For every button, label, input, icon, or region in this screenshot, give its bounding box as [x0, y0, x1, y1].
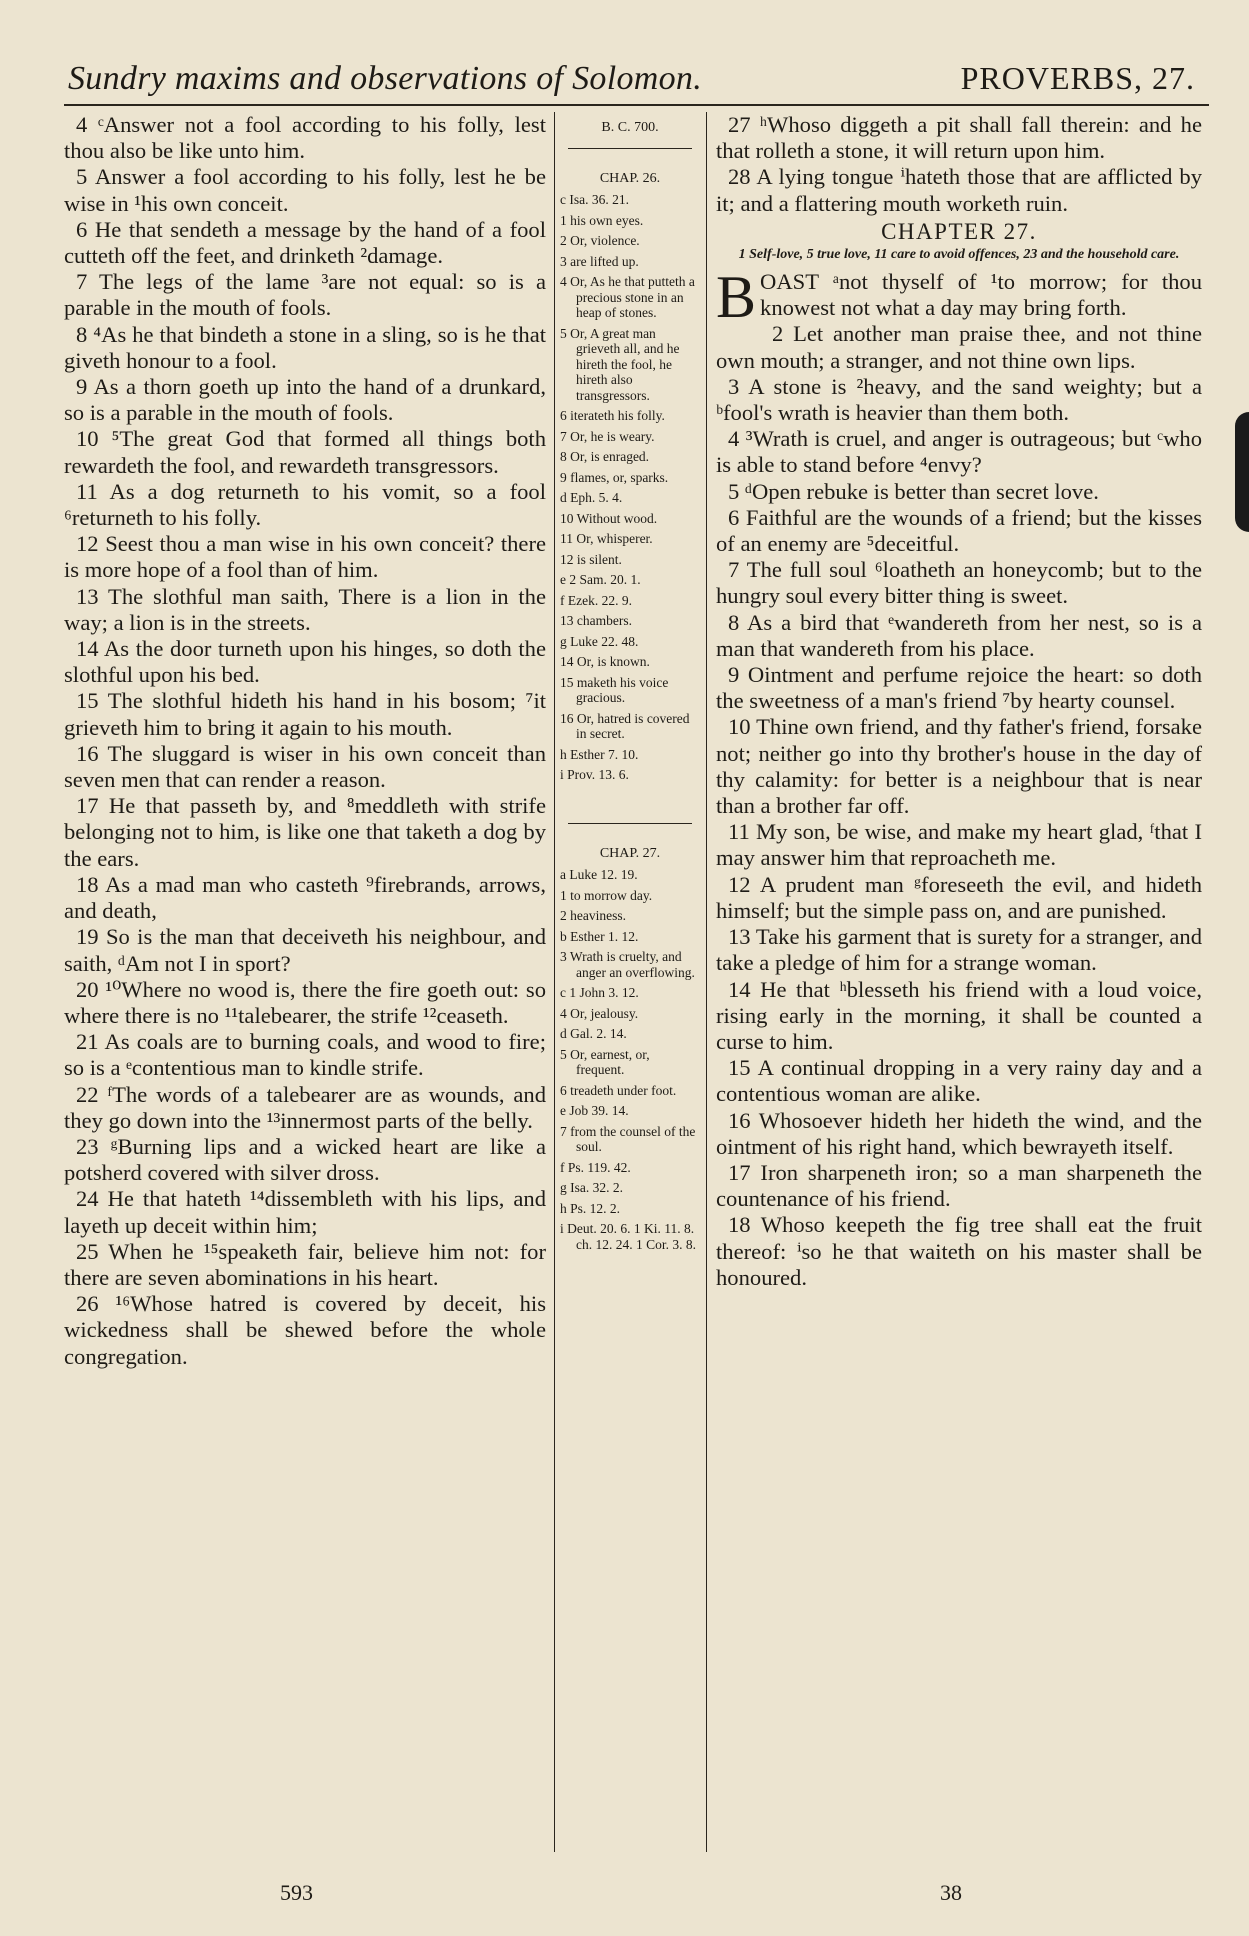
- verse: 6 Faithful are the wounds of a friend; but the kisses of an enemy are ⁵deceitful.: [716, 504, 1202, 557]
- verse: 5 ᵈOpen rebuke is better than secret love.: [728, 478, 1099, 504]
- reference-note: h Ps. 12. 2.: [560, 1200, 621, 1216]
- verse: 19 So is the man that deceiveth his neighbour, and saith, ᵈAm not I in sport?: [64, 924, 546, 976]
- verse: 21 As coals are to burning coals, and wood to fire; so is a ᵉcontentious man to kindle strife.: [64, 1029, 546, 1081]
- column-divider-left: [554, 112, 555, 1852]
- verse: 14 He that ʰblesseth his friend with a loud voice, rising early in the morning, it shall be counted a curse to him.: [716, 976, 1202, 1054]
- verse: OAST ᵃnot thyself of ¹to morrow; for thou knowest not what a day may bring forth.: [760, 269, 1202, 321]
- reference-note: 8 Or, is enraged.: [560, 449, 650, 464]
- verse: 15 A continual dropping in a very rainy day and a contentious woman are alike.: [716, 1055, 1202, 1107]
- reference-note: 2 heaviness.: [560, 908, 626, 923]
- verse: 14 As the door turneth upon his hinges, so doth the slothful upon his bed.: [64, 636, 546, 688]
- verse: 18 As a mad man who casteth ⁹firebrands, arrows, and death,: [64, 871, 546, 924]
- column-divider-right: [706, 112, 707, 1852]
- reference-note: 1 his own eyes.: [560, 212, 644, 228]
- running-title: Sundry maxims and observations of Solomon.: [68, 60, 703, 97]
- header-rule: [64, 104, 1209, 106]
- verse: 10 ⁵The great God that formed all things both rewardeth the fool, and rewardeth transgressors.: [64, 426, 546, 478]
- verse: 28 A lying tongue ⁱhateth those that are afflicted by it; and a flattering mouth worketh ruin.: [716, 164, 1202, 216]
- verse: 8 ⁴As he that bindeth a stone in a sling, so is he that giveth honour to a fool.: [64, 321, 546, 373]
- verse: 16 Whosoever hideth her hideth the wind, and the ointment of his right hand, which bewrayeth itself.: [716, 1107, 1202, 1159]
- reference-note: h Esther 7. 10.: [560, 746, 639, 762]
- reference-note: i Deut. 20. 6. 1 Ki. 11. 8. ch. 12. 24. 1 Cor. 3. 8.: [560, 1221, 696, 1252]
- reference-note: d Gal. 2. 14.: [560, 1026, 627, 1041]
- verse: 12 A prudent man ᵍforeseeth the evil, and hideth himself; but the simple pass on, and are punished.: [716, 871, 1202, 923]
- right-text-column: [716, 112, 1202, 1291]
- reference-note: 13 chambers.: [560, 613, 632, 628]
- reference-note: d Eph. 5. 4.: [560, 490, 623, 505]
- chapter-summary: 1 Self-love, 5 true love, 11 care to avoid offences, 23 and the household care.: [738, 247, 1180, 263]
- verse: 13 The slothful man saith, There is a lion in the way; a lion is in the streets.: [64, 583, 546, 635]
- verse: 7 The full soul ⁶loatheth an honeycomb; but to the hungry soul every bitter thing is sweet.: [716, 557, 1202, 609]
- reference-note: 2 Or, violence.: [560, 233, 640, 248]
- verse: 4 ³Wrath is cruel, and anger is outrageous; but ᶜwho is able to stand before ⁴envy?: [716, 426, 1202, 478]
- reference-note: 10 Without wood.: [560, 510, 658, 526]
- reference-note: 7 Or, he is weary.: [560, 428, 655, 444]
- book-chapter-label: PROVERBS, 27.: [960, 60, 1195, 96]
- verse: 4 ᶜAnswer not a fool according to his folly, lest thou also be like unto him.: [64, 112, 546, 164]
- verse: 24 He that hateth ¹⁴dissembleth with his lips, and layeth up deceit within him;: [64, 1186, 546, 1238]
- left-text-column: [64, 112, 546, 1370]
- chapter-27-ref-label: CHAP. 27.: [599, 845, 661, 861]
- running-header: [62, 60, 1209, 106]
- verse: 23 ᵍBurning lips and a wicked heart are like a potsherd covered with silver dross.: [64, 1133, 546, 1186]
- reference-note: 3 are lifted up.: [560, 253, 639, 269]
- verse: 10 Thine own friend, and thy father's friend, forsake not; neither go into thy brother's house in the day of thy calamity: for better is a neighbour that is near than a brother far off.: [716, 714, 1202, 819]
- verse: 9 Ointment and perfume rejoice the heart: so doth the sweetness of a man's friend ⁷by hearty counsel.: [716, 662, 1202, 714]
- date-label: B. C. 700.: [601, 120, 659, 135]
- verse: 27 ʰWhoso diggeth a pit shall fall therein: and he that rolleth a stone, it will return upon him.: [716, 112, 1202, 164]
- verse: 16 The sluggard is wiser in his own conceit than seven men that can render a reason.: [64, 740, 546, 793]
- drop-cap: B: [716, 264, 757, 331]
- reference-note: 5 Or, earnest, or, frequent.: [560, 1046, 650, 1077]
- reference-note: 6 iterateth his folly.: [560, 408, 665, 423]
- reference-note: a Luke 12. 19.: [560, 867, 638, 882]
- reference-note: b Esther 1. 12.: [560, 928, 639, 944]
- marginal-references: [560, 116, 700, 1257]
- reference-note: g Luke 22. 48.: [560, 633, 639, 649]
- verse: 20 ¹⁰Where no wood is, there the fire goeth out: so where there is no ¹¹talebearer, the strife ¹²ceaseth.: [64, 976, 546, 1028]
- reference-note: 3 Wrath is cruelty, and anger an overflowing.: [560, 949, 695, 980]
- reference-note: c Isa. 36. 21.: [560, 192, 629, 207]
- verse: 2 Let another man praise thee, and not thine own mouth; a stranger, and not thine own lips.: [716, 321, 1202, 373]
- reference-note: g Isa. 32. 2.: [560, 1180, 623, 1195]
- verse: 12 Seest thou a man wise in his own conceit? there is more hope of a fool than of him.: [64, 531, 546, 583]
- reference-note: 4 Or, As he that putteth a precious stone in an heap of stones.: [560, 274, 695, 320]
- reference-note: e Job 39. 14.: [560, 1103, 629, 1118]
- verse: 22 ᶠThe words of a talebearer are as wounds, and they go down into the ¹³innermost parts of the belly.: [64, 1081, 546, 1133]
- reference-rule: [568, 148, 692, 149]
- verse: 13 Take his garment that is surety for a stranger, and take a pledge of him for a strange woman.: [716, 924, 1202, 976]
- verse: 6 He that sendeth a message by the hand of a fool cutteth off the feet, and drinketh ²damage.: [64, 216, 546, 269]
- verse: 11 My son, be wise, and make my heart glad, ᶠthat I may answer him that reproacheth me.: [716, 819, 1202, 871]
- verse: 25 When he ¹⁵speaketh fair, believe him not: for there are seven abominations in his heart.: [64, 1238, 546, 1290]
- reference-note: 6 treadeth under foot.: [560, 1082, 677, 1098]
- verse: 8 As a bird that ᵉwandereth from her nest, so is a man that wandereth from his place.: [716, 609, 1202, 661]
- verse: 5 Answer a fool according to his folly, lest he be wise in ¹his own conceit.: [64, 164, 546, 216]
- chapter-26-ref-label: CHAP. 26.: [599, 170, 661, 186]
- reference-note: 15 maketh his voice gracious.: [560, 674, 669, 705]
- verse: 7 The legs of the lame ³are not equal: so is a parable in the mouth of fools.: [64, 269, 546, 321]
- reference-note: 9 flames, or, sparks.: [560, 469, 669, 485]
- first-verse: [716, 264, 1202, 331]
- reference-note: i Prov. 13. 6.: [560, 767, 629, 782]
- verse: 26 ¹⁶Whose hatred is covered by deceit, his wickedness shall be shewed before the whole congregation.: [64, 1291, 546, 1369]
- thumb-index-tab: [1235, 412, 1249, 532]
- verse: 9 As a thorn goeth up into the hand of a drunkard, so is a parable in the mouth of fools.: [64, 374, 546, 426]
- page-number-right: 38: [940, 1880, 962, 1905]
- reference-note: f Ezek. 22. 9.: [560, 592, 632, 608]
- reference-note: 11 Or, whisperer.: [560, 531, 653, 546]
- reference-note: 16 Or, hatred is covered in secret.: [560, 710, 690, 741]
- reference-note: e 2 Sam. 20. 1.: [560, 572, 641, 587]
- verse: 15 The slothful hideth his hand in his bosom; ⁷it grieveth him to bring it again to his mouth.: [64, 688, 546, 740]
- verse: 17 He that passeth by, and ⁸meddleth with strife belonging not to him, is like one that taketh a dog by the ears.: [64, 793, 546, 871]
- reference-rule: [568, 823, 692, 824]
- page-number-left: 593: [280, 1880, 313, 1905]
- verse: 3 A stone is ²heavy, and the sand weighty; but a ᵇfool's wrath is heavier than them both.: [716, 373, 1202, 426]
- reference-note: 14 Or, is known.: [560, 654, 650, 669]
- verse: 18 Whoso keepeth the fig tree shall eat the fruit thereof: ⁱso he that waiteth on his master shall be honoured.: [716, 1212, 1202, 1290]
- reference-note: 12 is silent.: [560, 551, 622, 567]
- reference-note: c 1 John 3. 12.: [560, 985, 639, 1000]
- reference-note: 1 to morrow day.: [560, 887, 653, 903]
- reference-note: 7 from the counsel of the soul.: [560, 1123, 696, 1154]
- reference-note: 5 Or, A great man grieveth all, and he hireth the fool, he hireth also transgressors.: [560, 325, 680, 403]
- reference-note: 4 Or, jealousy.: [560, 1005, 639, 1021]
- reference-note: f Ps. 119. 42.: [560, 1159, 631, 1175]
- verse: 11 As a dog returneth to his vomit, so a fool ⁶returneth to his folly.: [64, 478, 546, 531]
- verse: 17 Iron sharpeneth iron; so a man sharpeneth the countenance of his friend.: [716, 1159, 1202, 1212]
- chapter-heading: CHAPTER 27.: [881, 218, 1037, 244]
